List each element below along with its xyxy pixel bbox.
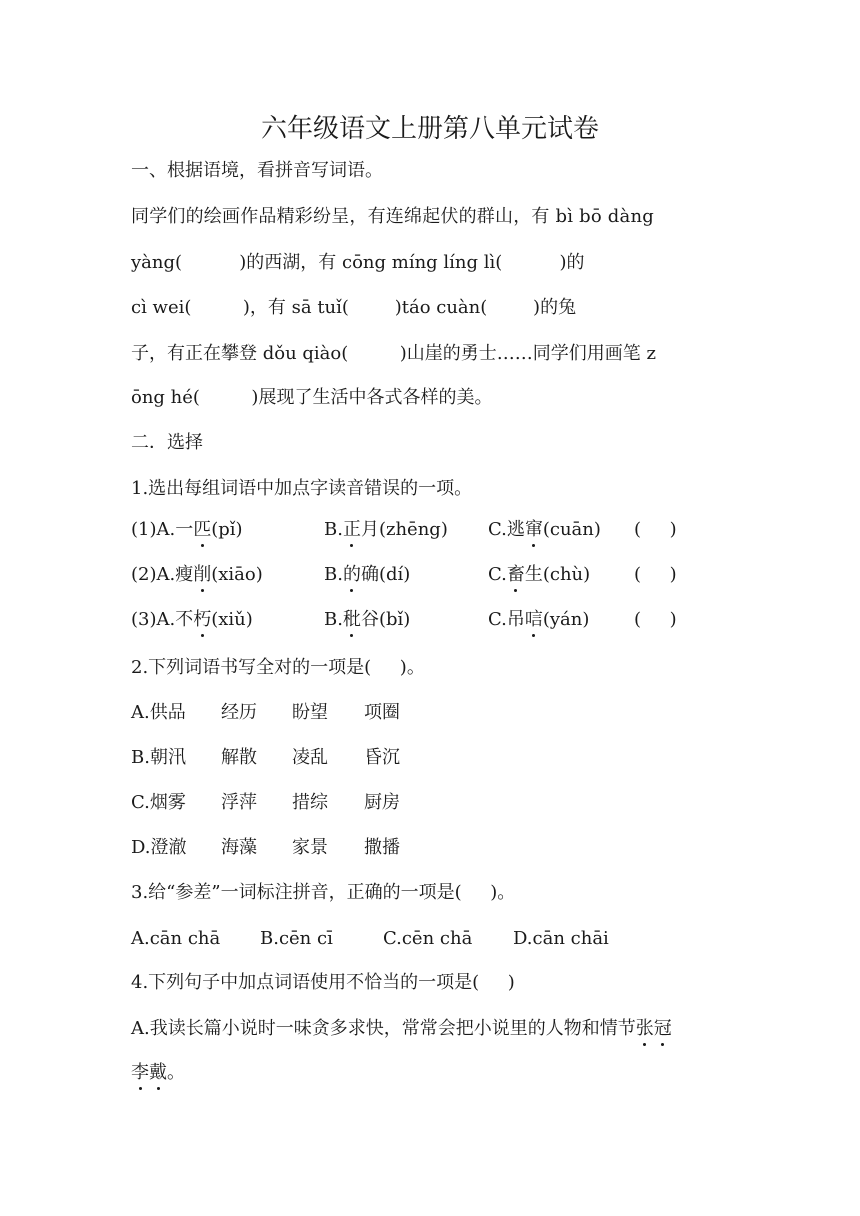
emphasis-dot-char: 畜 <box>506 564 525 585</box>
emphasis-dot-char: 冠 <box>653 1018 672 1039</box>
emphasis-dot-char: 唁 <box>524 609 543 630</box>
section1-line-3: cì wei( )，有 sā tuǐ( )táo cuàn( )的兔 <box>131 297 577 318</box>
q2-option-d-word-4: 撒播 <box>364 837 400 858</box>
section1-line-4: 子，有正在攀登 dǒu qiào( )山崖的勇士……同学们用画笔 z <box>131 343 656 364</box>
q2-option-c-word-1: C.烟雾 <box>131 792 186 813</box>
q2-option-a-word-3: 盼望 <box>292 702 328 723</box>
page-title: 六年级语文上册第八单元试卷 <box>260 114 599 144</box>
emphasis-dot-char: 张 <box>635 1018 654 1039</box>
q3-option-a: A.cān chā <box>131 928 221 949</box>
q2-option-c-word-4: 厨房 <box>364 792 400 813</box>
q2-stem: 2.下列词语书写全对的一项是( )。 <box>131 657 425 678</box>
q1-row2-option-b: B.的确(dí) <box>324 564 411 585</box>
q2-option-a-word-1: A.供品 <box>131 702 186 723</box>
q2-option-b-word-1: B.朝汛 <box>131 747 186 768</box>
emphasis-dot-char: 匹 <box>193 519 212 540</box>
q1-row2-option-a: (2)A.瘦削(xiāo) <box>131 564 263 585</box>
q1-row3-answer-blank[interactable]: ( ) <box>634 609 677 630</box>
emphasis-dot-char: 李 <box>131 1062 149 1083</box>
section1-line-2: yàng( )的西湖，有 cōng míng líng lì( )的 <box>131 252 585 273</box>
q2-option-a-word-4: 项圈 <box>364 702 400 723</box>
q2-option-d-word-2: 海藻 <box>221 837 257 858</box>
q4-stem: 4.下列句子中加点词语使用不恰当的一项是( ) <box>131 972 515 993</box>
emphasis-dot-char: 削 <box>193 564 212 585</box>
q2-option-a-word-2: 经历 <box>221 702 257 723</box>
q1-row3-option-a: (3)A.不朽(xiǔ) <box>131 609 253 630</box>
section1-line-5: ōng hé( )展现了生活中各式各样的美。 <box>131 387 493 408</box>
emphasis-dot-char: 朽 <box>193 609 212 630</box>
q1-row1-answer-blank[interactable]: ( ) <box>634 519 677 540</box>
q1-row3-option-b: B.秕谷(bǐ) <box>324 609 411 630</box>
q3-option-c: C.cēn chā <box>383 928 473 949</box>
q2-option-b-word-4: 昏沉 <box>364 747 400 768</box>
q3-option-d: D.cān chāi <box>513 928 609 949</box>
emphasis-dot-char: 窜 <box>524 519 543 540</box>
q3-option-b: B.cēn cī <box>260 928 333 949</box>
q1-stem: 1.选出每组词语中加点字读音错误的一项。 <box>131 478 473 499</box>
q1-row1-option-c: C.逃窜(cuān) <box>488 519 601 540</box>
q2-option-b-word-2: 解散 <box>221 747 257 768</box>
q1-row2-option-c: C.畜生(chù) <box>488 564 591 585</box>
q4-option-a-line-2: 李戴。 <box>131 1062 185 1083</box>
q1-row3-option-c: C.吊唁(yán) <box>488 609 590 630</box>
emphasis-dot-char: 戴 <box>149 1062 167 1083</box>
q2-option-c-word-2: 浮萍 <box>221 792 257 813</box>
q2-option-b-word-3: 凌乱 <box>292 747 328 768</box>
section1-heading: 一、根据语境，看拼音写词语。 <box>131 160 383 181</box>
section2-heading: 二．选择 <box>131 432 203 453</box>
q1-row2-answer-blank[interactable]: ( ) <box>634 564 677 585</box>
q2-option-d-word-1: D.澄澈 <box>131 837 187 858</box>
section1-line-1: 同学们的绘画作品精彩纷呈，有连绵起伏的群山，有 bì bō dàng <box>131 206 654 227</box>
emphasis-dot-char: 秕 <box>342 609 361 630</box>
q3-stem: 3.给“参差”一词标注拼音，正确的一项是( )。 <box>131 882 516 903</box>
q2-option-c-word-3: 措综 <box>292 792 328 813</box>
q2-option-d-word-3: 家景 <box>292 837 328 858</box>
emphasis-dot-char: 的 <box>342 564 361 585</box>
q1-row1-option-b: B.正月(zhēng) <box>324 519 448 540</box>
q4-option-a-line-1: A.我读长篇小说时一味贪多求快，常常会把小说里的人物和情节张冠 <box>131 1018 672 1039</box>
q1-row1-option-a: (1)A.一匹(pǐ) <box>131 519 243 540</box>
emphasis-dot-char: 正 <box>342 519 361 540</box>
